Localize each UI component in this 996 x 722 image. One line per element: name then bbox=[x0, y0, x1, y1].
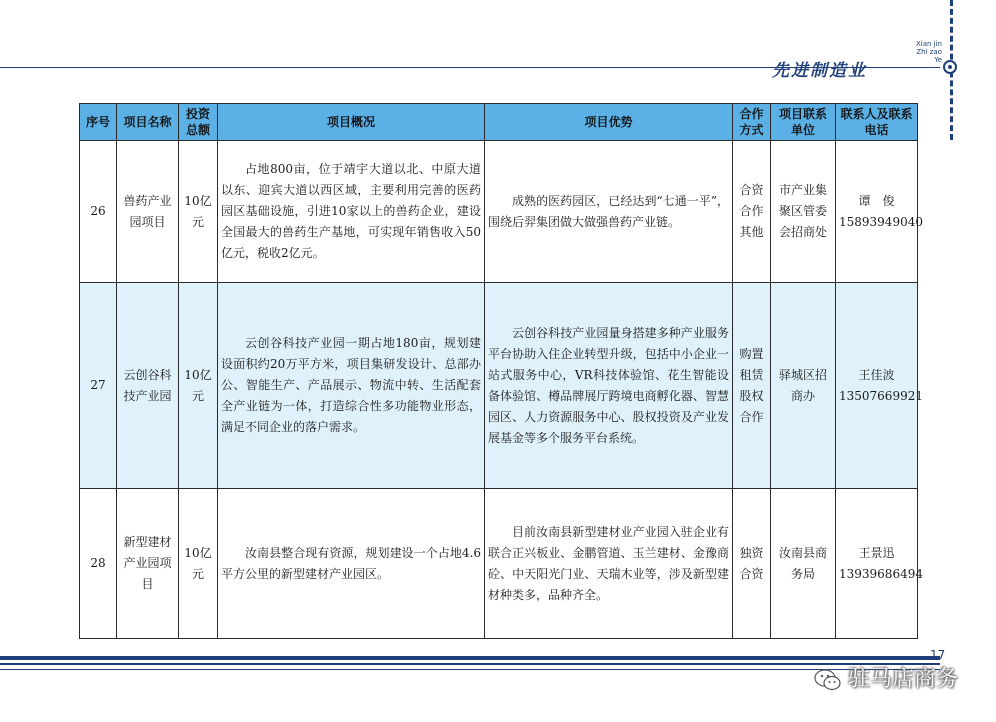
cell-name: 云创谷科技产业园 bbox=[117, 283, 179, 489]
wechat-icon bbox=[814, 668, 842, 692]
cell-coop: 独资合资 bbox=[733, 489, 771, 639]
contact-name: 谭 俊 bbox=[858, 193, 895, 208]
contact-name: 王景迅 bbox=[858, 545, 895, 560]
watermark-text: 驻马店商务 bbox=[848, 667, 959, 692]
section-pinyin bbox=[908, 40, 942, 64]
overview-text: 云创谷科技产业园一期占地180亩，规划建设面积约20万平方米，项目集研发设计、总部办公、智能生产、产品展示、物流中转、生活配套全产业链为一体，打造综合性多功能物业形态，满足不同企业的落户需求。 bbox=[221, 336, 481, 434]
contact-phone: 13939686494 bbox=[839, 566, 923, 581]
cell-overview bbox=[218, 283, 485, 489]
col-header-unit: 项目联系单位 bbox=[771, 104, 836, 141]
cell-advantage bbox=[485, 141, 733, 283]
cell-contact bbox=[836, 141, 923, 283]
col-header-contact: 联系人及联系电话 bbox=[836, 104, 918, 141]
table-header-row bbox=[80, 104, 918, 141]
cell-advantage bbox=[485, 283, 733, 489]
cell-unit: 市产业集聚区管委会招商处 bbox=[771, 141, 836, 283]
advantage-text: 目前汝南县新型建材业产业园入驻企业有联合正兴板业、金鹏管道、玉兰建材、金豫商砼、中天阳光门业、天瑞木业等，涉及新型建材种类多，品种齐全。 bbox=[488, 524, 729, 602]
col-header-no: 序号 bbox=[80, 104, 117, 141]
pinyin-line-2: Zhi zao bbox=[916, 48, 942, 56]
footer-bar bbox=[0, 663, 940, 665]
cell-coop: 购置租赁股权合作 bbox=[733, 283, 771, 489]
table-row bbox=[80, 283, 918, 489]
overview-text: 汝南县整合现有资源，规划建设一个占地4.6平方公里的新型建材产业园区。 bbox=[221, 545, 481, 581]
cell-unit: 驿城区招商办 bbox=[771, 283, 836, 489]
footer-bar bbox=[0, 656, 940, 660]
cell-name: 新型建材产业园项目 bbox=[117, 489, 179, 639]
cell-invest: 10亿元 bbox=[179, 283, 218, 489]
cell-no: 26 bbox=[80, 141, 117, 283]
target-circle-icon bbox=[943, 60, 957, 74]
cell-invest: 10亿元 bbox=[179, 141, 218, 283]
cell-name: 兽药产业园项目 bbox=[117, 141, 179, 283]
page-number: 17 bbox=[930, 648, 946, 662]
pinyin-line-1: Xian jin bbox=[915, 40, 942, 48]
pinyin-line-3: Ye bbox=[934, 56, 942, 64]
table-row bbox=[80, 489, 918, 639]
col-header-overview: 项目概况 bbox=[218, 104, 485, 141]
cell-overview bbox=[218, 141, 485, 283]
advantage-text: 成熟的医药园区，已经达到“七通一平”，围绕后羿集团做大做强兽药产业链。 bbox=[488, 193, 729, 229]
col-header-coop: 合作方式 bbox=[733, 104, 771, 141]
cell-no: 27 bbox=[80, 283, 117, 489]
col-header-invest: 投资总额 bbox=[179, 104, 218, 141]
cell-advantage bbox=[485, 489, 733, 639]
cell-invest: 10亿元 bbox=[179, 489, 218, 639]
advantage-text: 云创谷科技产业园量身搭建多种产业服务平台协助入住企业转型升级，包括中小企业一站式服务中心，VR科技体验馆、花生智能设备体验馆、樽品牌展厅跨境电商孵化器、智慧园区、人力资源服务中心、股权投资及产业发展基金等多个服务平台系统。 bbox=[488, 325, 729, 445]
col-header-name: 项目名称 bbox=[117, 104, 179, 141]
cell-no: 28 bbox=[80, 489, 117, 639]
footer-bar bbox=[0, 669, 940, 670]
section-title: 先进制造业 bbox=[772, 61, 867, 81]
cell-contact bbox=[836, 489, 923, 639]
contact-name: 王佳波 bbox=[858, 367, 895, 382]
project-table bbox=[79, 103, 923, 639]
cell-unit: 汝南县商务局 bbox=[771, 489, 836, 639]
contact-phone: 15893949040 bbox=[839, 214, 923, 229]
table-row bbox=[80, 141, 918, 283]
cell-overview bbox=[218, 489, 485, 639]
cell-coop: 合资合作其他 bbox=[733, 141, 771, 283]
col-header-advantage: 项目优势 bbox=[485, 104, 733, 141]
overview-text: 占地800亩，位于靖宇大道以北、中原大道以东、迎宾大道以西区域，主要利用完善的医药园区基础设施，引进10家以上的兽药企业，建设全国最大的兽药生产基地，可实现年销售收入50亿元，税收2亿元。 bbox=[221, 162, 481, 260]
contact-phone: 13507669921 bbox=[839, 388, 923, 403]
cell-contact bbox=[836, 283, 923, 489]
